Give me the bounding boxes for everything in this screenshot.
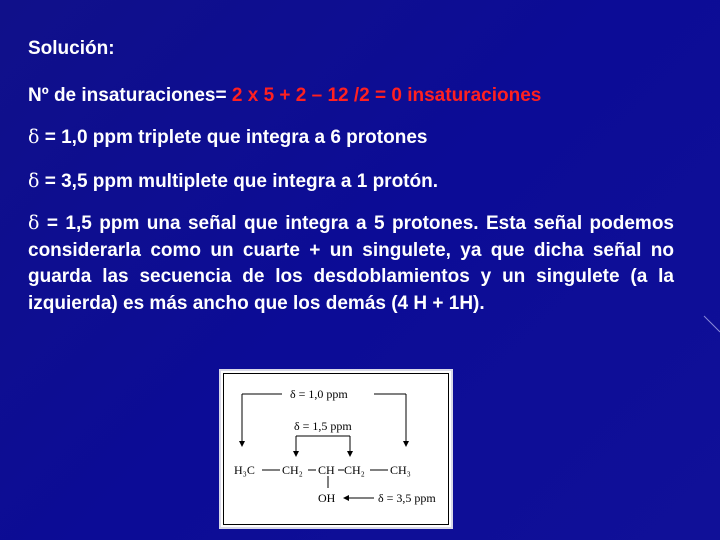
delta-2-line	[28, 168, 674, 195]
unsaturation-formula: 2 x 5 + 2 – 12 /2 = 0 insaturaciones	[226, 85, 542, 106]
group-oh: OH	[318, 491, 336, 505]
delta-1-line	[28, 124, 674, 151]
delta-symbol: δ	[28, 126, 40, 148]
delta-symbol: δ	[28, 212, 40, 234]
label-delta-3-5: δ = 3,5 ppm	[378, 491, 436, 505]
delta-3-text: = 1,5 ppm una señal que integra a 5 protones. Esta señal podemos considerarla como un cuarte + un singulete, ya que dicha señal no guarda las secuencia de los desdoblamientos y un singulete (a la izquierda) es más ancho que los demás (4 H + 1H).	[28, 213, 674, 314]
group-ch3: CH₃	[390, 463, 411, 477]
group-ch2-b: CH₂	[344, 463, 365, 477]
group-ch2-a: CH₂	[282, 463, 303, 477]
group-h3c: H₃C	[234, 463, 255, 477]
structure-diagram	[224, 374, 448, 524]
unsaturation-label: Nº de insaturaciones=	[28, 85, 227, 106]
label-delta-1-5: δ = 1,5 ppm	[294, 419, 352, 433]
delta-1-text: = 1,0 ppm triplete que integra a 6 protones	[39, 127, 428, 148]
solution-heading: Solución:	[28, 38, 115, 59]
delta-3-paragraph	[28, 210, 674, 317]
group-ch: CH	[318, 463, 335, 477]
delta-symbol: δ	[28, 170, 40, 192]
delta-2-text: = 3,5 ppm multiplete que integra a 1 protón.	[39, 171, 438, 192]
label-delta-1-0: δ = 1,0 ppm	[290, 387, 348, 401]
unsaturation-line	[28, 83, 674, 109]
